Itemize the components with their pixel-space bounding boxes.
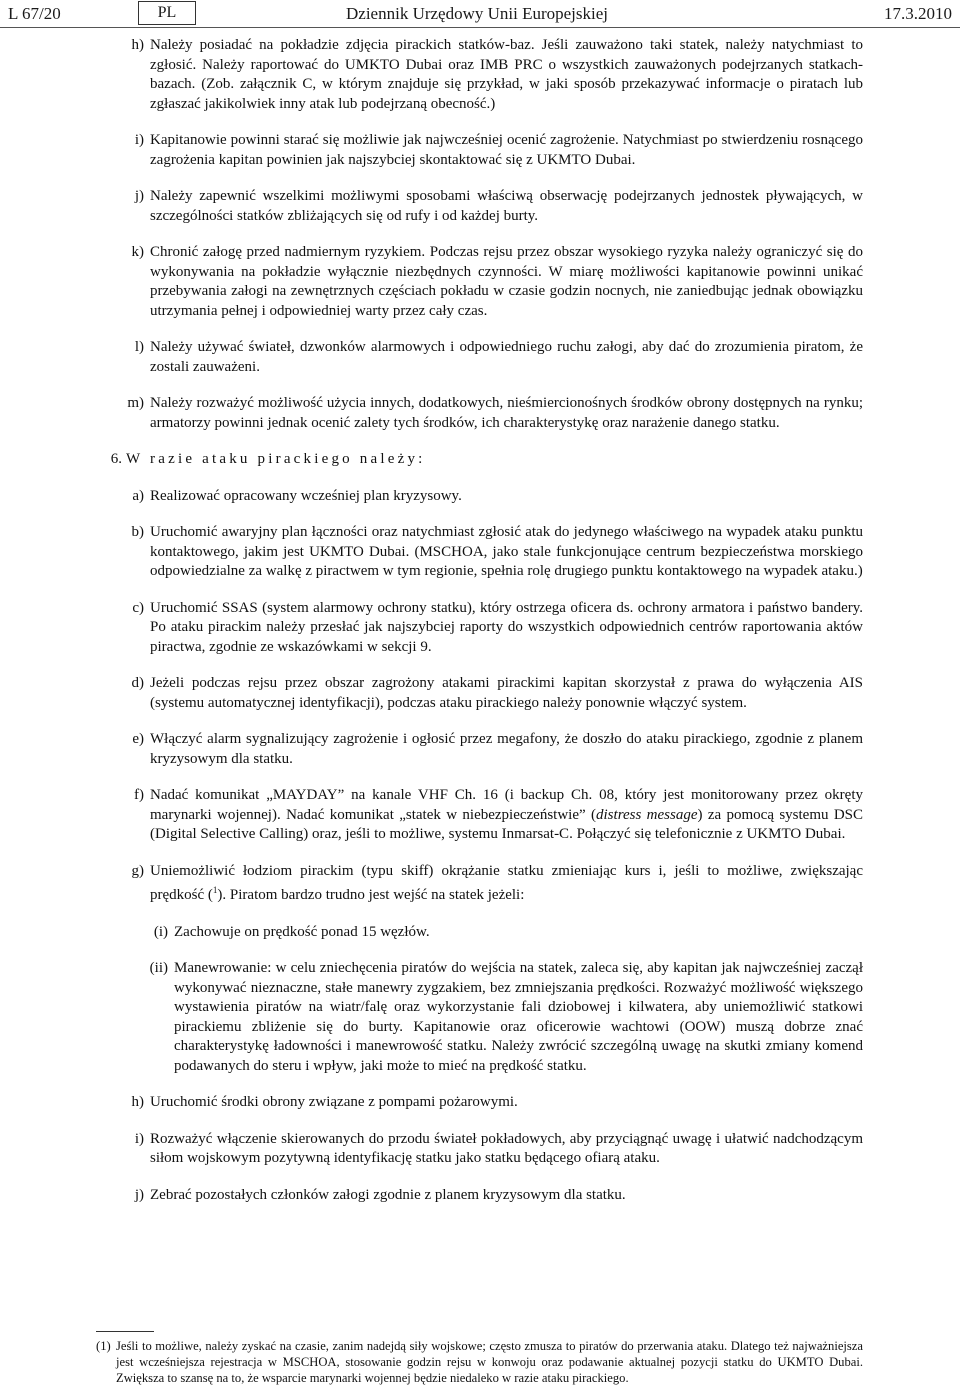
item-label: a) <box>132 487 144 504</box>
sub-item-text: Zachowuje on prędkość ponad 15 węzłów. <box>174 923 430 940</box>
item-label: e) <box>132 731 144 747</box>
list-item <box>0 1186 960 1206</box>
item-label: j) <box>134 188 144 204</box>
item-text: Rozważyć włączenie skierowanych do przodu świateł pokładowych, aby przyciągnąć uwagę i ułatwić nadchodzącym siłom wojskowym pozytywną identyfikację statku jako statku będącego ofiarą ataku. <box>150 1130 863 1166</box>
list-item <box>0 730 960 769</box>
item-label: i) <box>134 132 144 148</box>
item-label: b) <box>131 524 144 540</box>
section-number: 6. <box>110 451 122 467</box>
item-label: h) <box>131 37 144 53</box>
item-text-part: Uniemożliwić łodziom pirackim (typu skiff) okrążanie statku zmieniając kurs i, jeśli to możliwe, zwiększając prędkość ( <box>150 862 863 903</box>
footnote-text: Jeśli to możliwe, należy zyskać na czasie, zanim nadejdą siły wojskowe; często zmusza to piratów do przerwania ataku. Dlatego też najważniejsza jest wcześniejsza rejestracja w MSCHOA, stosowanie godzin rejsu w konwoju oraz podawanie aktualnej pozycji statku do UKMTO Dubai. Zwiększa to szansę na to, że wsparcie marynarki wojennej będzie niedaleko w razie ataku pirackiego. <box>116 1339 863 1385</box>
item-label: m) <box>127 395 144 411</box>
list-item <box>0 674 960 713</box>
footnote-reference[interactable]: 1 <box>212 885 218 895</box>
item-text: Włączyć alarm sygnalizujący zagrożenie i ogłosić przez megafony, że doszło do ataku pirackiego, zgodnie z planem kryzysowym dla statku. <box>150 731 863 767</box>
item-text: Realizować opracowany wcześniej plan kryzysowy. <box>150 487 462 504</box>
item-label: j) <box>134 1186 144 1203</box>
sub-item-text: Manewrowanie: w celu zniechęcenia piratów do wejścia na statek, zaleca się, aby kapitan jak najwcześniej zaczął wykonywać nieznaczne, stałe manewry zygzakiem, bez zmniejszania prędkości. Rozważyć możliwość większego wystawienia piratów na wiatr/falę oraz wykorzystanie fali dziobowej i kilwatera, aby uniemożliwić statkowi pirackiemu zbliżenie się do burty. Kapitanowie oraz oficerowie wachtowi (OOW) muszą dobrze znać charakterystykę ładowności i manewrowość statku. Należy zwrócić szczególną uwagę na skutki zmiany komend podawanych do steru i wpływ, jaki może to mieć na prędkość statku. <box>174 960 863 1074</box>
list-item <box>0 487 960 507</box>
item-label: d) <box>131 675 144 691</box>
item-label: i) <box>134 1130 144 1147</box>
list-item <box>0 243 960 321</box>
section-heading <box>0 450 960 470</box>
item-text-part: Nadać komunikat „MAYDAY” na kanale VHF Ch. 16 (i backup Ch. 08, który jest monitorowany przez okręty marynarki wojennej). Nadać komunikat „statek w niebezpieczeństwie” ( <box>150 787 863 823</box>
list-item <box>0 36 960 114</box>
sub-list-item <box>0 959 960 1076</box>
header-divider <box>0 27 960 28</box>
item-text <box>150 862 863 906</box>
list-item <box>0 599 960 658</box>
list-item <box>0 187 960 226</box>
document-body <box>0 36 960 1205</box>
footnote <box>96 1338 863 1386</box>
list-item <box>0 338 960 377</box>
item-label: k) <box>131 244 144 260</box>
page-reference: L 67/20 <box>8 4 61 23</box>
item-text: Należy rozważyć możliwość użycia innych, dodatkowych, nieśmiercionośnych środków obrony dostępnych na rynku; armatorzy powinni jednak ocenić zalety tych środków, ich charakterystykę oraz narażenie danego statku. <box>150 395 863 431</box>
item-text: Należy posiadać na pokładzie zdjęcia pirackich statków-baz. Jeśli zauważono taki statek, należy natychmiast to zgłosić. Należy raportować do UMKTO Dubai oraz IMB PRC o wszystkich zauważonych podejrzanych statkach-bazach. (Zob. załącznik C, w którym znajduje się przykład, w jaki sposób przekazywać informacje o piratach lub zgłaszać jakikolwiek inny atak lub podejrzaną obecność.) <box>150 37 863 112</box>
list-item <box>0 786 960 845</box>
list-item <box>0 523 960 582</box>
item-text-part: ) za pomocą systemu DSC (Digital Selective Calling) oraz, jeśli to możliwe, systemu Inmarsat-C. Połączyć się telefonicznie z UKMTO Dubai. <box>150 806 864 842</box>
list-item <box>0 1130 960 1169</box>
list-item <box>0 1093 960 1113</box>
footnote-divider <box>96 1331 154 1332</box>
item-text: Uruchomić środki obrony związane z pompami pożarowymi. <box>150 1094 518 1110</box>
footnote-label: (1) <box>96 1339 111 1353</box>
item-label: c) <box>132 599 144 616</box>
publication-date: 17.3.2010 <box>884 4 952 23</box>
journal-title: Dziennik Urzędowy Unii Europejskiej <box>346 4 609 23</box>
item-label: h) <box>131 1094 144 1110</box>
section-title: W razie ataku pirackiego należy: <box>126 451 426 467</box>
list-item <box>0 394 960 433</box>
item-text: Należy używać świateł, dzwonków alarmowych i odpowiedniego ruchu załogi, aby dać do zrozumienia piratom, że zostali zauważeni. <box>150 339 863 375</box>
item-text-part: ). Piratom bardzo trudno jest wejść na statek jeżeli: <box>217 887 525 903</box>
item-text: Uruchomić awaryjny plan łączności oraz natychmiast zgłosić atak do jedynego właściwego na wypadek ataku punktu kontaktowego, jakim jest UKMTO Dubai. (MSCHOA, jako stale funkcjonujące centrum bezpieczeństwa morskiego odpowiedzialne za walkę z piractwem w tym regionie, spełnia rolę drugiego punktu kontaktowego na wypadek ataku.) <box>150 524 863 579</box>
item-label: g) <box>131 862 144 879</box>
item-label: f) <box>134 787 144 803</box>
sub-item-label: (ii) <box>149 960 168 976</box>
list-item <box>0 131 960 170</box>
item-text: Zebrać pozostałych członków załogi zgodnie z planem kryzysowym dla statku. <box>150 1186 626 1203</box>
item-text <box>150 786 863 845</box>
item-text: Chronić załogę przed nadmiernym ryzykiem. Podczas rejsu przez obszar wysokiego ryzyka należy ograniczyć się do wykonywania na pokładzie wyłącznie niezbędnych czynności. W miarę możliwości kapitanowie powinni unikać przebywania załogi na zewnętrznych częściach pokładu w czasie godzin nocnych, nie zaniedbując jednak obowiązku utrzymania pełnej i odpowiedniej warty przez cały czas. <box>150 244 863 319</box>
item-text: Jeżeli podczas rejsu przez obszar zagrożony atakami pirackimi kapitan skorzystał z prawa do wyłączenia AIS (systemu automatycznej identyfikacji), podczas ataku pirackiego należy ponownie włączyć system. <box>150 675 863 711</box>
sub-list-item <box>0 923 960 943</box>
item-text-emphasis: distress message <box>596 806 698 823</box>
item-text: Uruchomić SSAS (system alarmowy ochrony statku), który ostrzega oficera ds. ochrony armatora i państwo bandery. Po ataku pirackim należy przesłać jak najszybciej raporty do wszystkich odpowiednich centrów raportowania aktów piractwa, zgodnie ze wskazówkami w sekcji 9. <box>150 599 863 655</box>
language-badge: PL <box>138 1 196 25</box>
sub-item-label: (i) <box>153 923 168 940</box>
item-text: Należy zapewnić wszelkimi możliwymi sposobami właściwą obserwację podejrzanych jednostek pływających, w szczególności statków zbliżających się od rufy i od każdej burty. <box>150 188 863 224</box>
item-label: l) <box>134 339 144 355</box>
item-text: Kapitanowie powinni starać się możliwie jak najwcześniej ocenić zagrożenie. Natychmiast po stwierdzeniu rosnącego zagrożenia kapitan powinien jak najszybciej skontaktować się z UKMTO Dubai. <box>150 132 863 168</box>
page-header <box>0 0 960 28</box>
list-item <box>0 862 960 906</box>
